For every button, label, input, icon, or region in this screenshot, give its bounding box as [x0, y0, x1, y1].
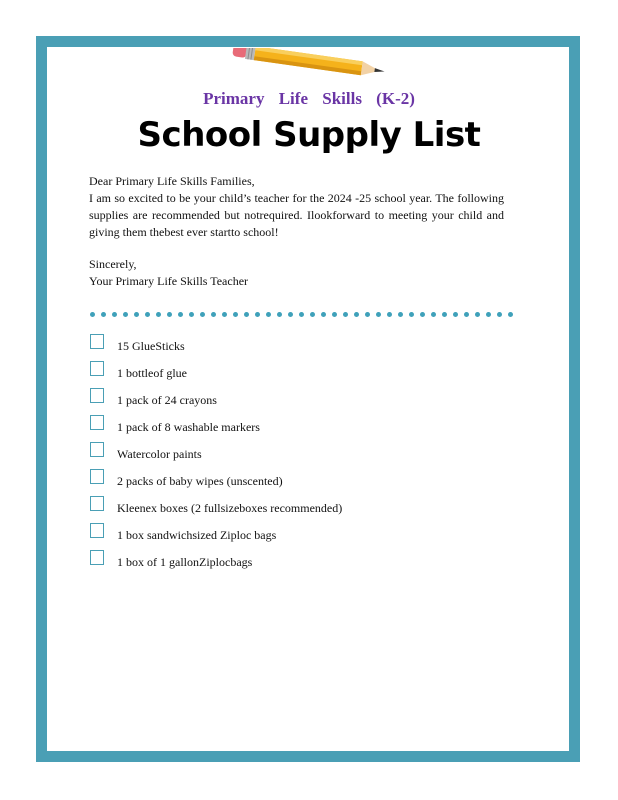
- dotted-divider: [90, 310, 520, 320]
- divider-dot: [376, 312, 381, 317]
- checkbox-icon[interactable]: [90, 469, 104, 484]
- divider-dot: [156, 312, 161, 317]
- divider-dot: [222, 312, 227, 317]
- checkbox-icon[interactable]: [90, 523, 104, 538]
- supply-item-label: 1 pack of 24 crayons: [117, 393, 217, 407]
- divider-dot: [409, 312, 414, 317]
- supply-item: [90, 334, 350, 354]
- divider-dot: [266, 312, 271, 317]
- checkbox-icon[interactable]: [90, 361, 104, 376]
- divider-dot: [387, 312, 392, 317]
- divider-dot: [299, 312, 304, 317]
- supply-item-label: 1 box of 1 gallonZiplocbags: [117, 555, 253, 569]
- divider-dot: [123, 312, 128, 317]
- divider-dot: [398, 312, 403, 317]
- divider-dot: [178, 312, 183, 317]
- supply-item-label: Kleenex boxes (2 fullsizeboxes recommended): [117, 501, 343, 515]
- divider-dot: [431, 312, 436, 317]
- divider-dot: [233, 312, 238, 317]
- divider-dot: [200, 312, 205, 317]
- divider-dot: [475, 312, 480, 317]
- divider-dot: [365, 312, 370, 317]
- checkbox-icon[interactable]: [90, 334, 104, 349]
- supply-item-label: 15 GlueSticks: [117, 339, 185, 353]
- pencil-icon: [230, 48, 390, 78]
- divider-dot: [497, 312, 502, 317]
- divider-dot: [321, 312, 326, 317]
- divider-dot: [288, 312, 293, 317]
- divider-dot: [332, 312, 337, 317]
- supply-item: [90, 550, 350, 570]
- letter-closing: Sincerely,: [89, 257, 137, 271]
- divider-dot: [442, 312, 447, 317]
- letter-spacer: [89, 241, 504, 256]
- divider-dot: [101, 312, 106, 317]
- supply-list: [90, 334, 350, 577]
- supply-item: [90, 523, 350, 543]
- divider-dot: [277, 312, 282, 317]
- divider-dot: [464, 312, 469, 317]
- supply-item: [90, 469, 350, 489]
- supply-item-label: Watercolor paints: [117, 447, 202, 461]
- supply-item-label: 2 packs of baby wipes (unscented): [117, 474, 283, 488]
- supply-item-label: 1 bottleof glue: [117, 366, 187, 380]
- divider-dot: [167, 312, 172, 317]
- divider-dot: [134, 312, 139, 317]
- checkbox-icon[interactable]: [90, 496, 104, 511]
- supply-item: [90, 415, 350, 435]
- letter-greeting: Dear Primary Life Skills Families,: [89, 174, 255, 188]
- checkbox-icon[interactable]: [90, 388, 104, 403]
- divider-dot: [255, 312, 260, 317]
- divider-dot: [145, 312, 150, 317]
- supply-item: [90, 388, 350, 408]
- letter-body: I am so excited to be your child’s teacher for the 2024 -25 school year. The following supplies are recommended but notrequired. Ilookforward to meeting your child and giving them thebest ever startto school!: [89, 191, 504, 239]
- supply-item-label: 1 pack of 8 washable markers: [117, 420, 260, 434]
- program-subtitle: Primary Life Skills (K-2): [203, 89, 415, 108]
- divider-dot: [211, 312, 216, 317]
- supply-item: [90, 496, 350, 516]
- divider-dot: [244, 312, 249, 317]
- divider-dot: [420, 312, 425, 317]
- divider-dot: [343, 312, 348, 317]
- supply-item: [90, 442, 350, 462]
- letter-signature: Your Primary Life Skills Teacher: [89, 274, 249, 288]
- divider-dot: [90, 312, 95, 317]
- supply-item-label: 1 box sandwichsized Ziploc bags: [117, 528, 277, 542]
- divider-dot: [189, 312, 194, 317]
- divider-dot: [486, 312, 491, 317]
- supply-item: [90, 361, 350, 381]
- divider-dot: [112, 312, 117, 317]
- divider-dot: [310, 312, 315, 317]
- divider-dot: [354, 312, 359, 317]
- letter: [89, 173, 504, 290]
- checkbox-icon[interactable]: [90, 442, 104, 457]
- checkbox-icon[interactable]: [90, 415, 104, 430]
- page-title: School Supply List: [137, 115, 481, 155]
- divider-dot: [453, 312, 458, 317]
- divider-dot: [508, 312, 513, 317]
- checkbox-icon[interactable]: [90, 550, 104, 565]
